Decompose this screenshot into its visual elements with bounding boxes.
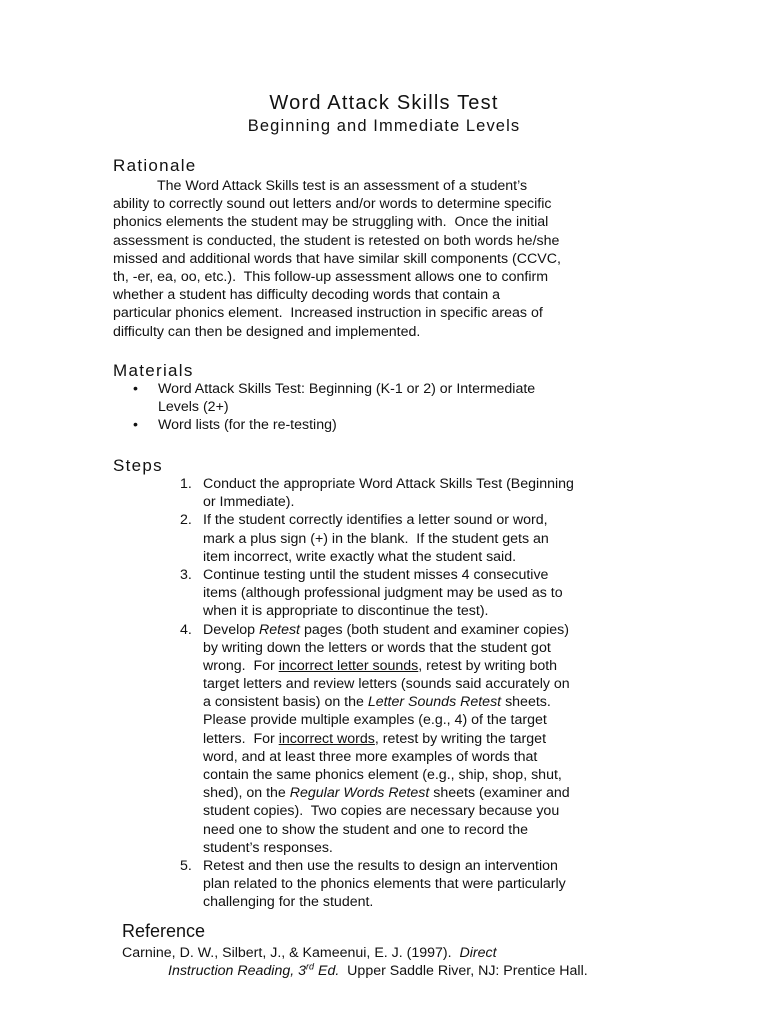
step-item [113,566,673,621]
underlined-term: incorrect words [278,730,375,747]
italic-term: Regular Words Retest [289,785,430,802]
underlined-term: incorrect letter sounds [278,657,419,674]
step-line [203,657,673,675]
text-run: pages (both student and examiner copies) [300,621,569,638]
step-line: or Immediate). [203,494,295,511]
step-line: Retest and then use the results to design an intervention [203,857,558,874]
materials-heading: Materials [113,361,194,380]
step-line: contain the same phonics element (e.g., ship, shop, shut, [203,767,562,783]
citation-title: Direct [459,945,497,961]
step-line: items (although professional judgment may be used as to [203,585,563,602]
citation-line [122,962,722,980]
rationale-line: missed and additional words that have similar skill components (CCVC, [113,250,561,267]
steps-heading: Steps [113,456,163,475]
step-line [203,621,673,639]
step-line: by writing down the letters or words that the student got [203,639,551,656]
text-run: letters. For [203,730,279,747]
step-line: need one to show the student and one to record the [203,821,528,838]
text-run: sheets (examiner and [429,785,570,802]
step-number: 1. [180,476,192,492]
step-line: challenging for the student. [203,894,374,911]
citation-title: Instruction Reading, 3 [168,963,307,980]
step-number: 2. [180,512,192,529]
citation-edition: Ed. [314,963,340,980]
step-number: 3. [180,566,192,583]
step-line: student’s responses. [203,839,333,856]
text-run: sheets. [501,694,551,711]
step-line: Conduct the appropriate Word Attack Skills Test (Beginning [203,476,574,492]
bullet-icon: • [133,381,138,397]
step-line: when it is appropriate to discontinue the test). [203,603,489,620]
citation-line [122,944,722,962]
text-run: Develop [203,621,259,638]
bullet-icon: • [133,417,138,434]
step-line: word, and at least three more examples of words that [203,748,538,765]
rationale-line: assessment is conducted, the student is retested on both words he/she [113,232,560,249]
citation-publisher: Upper Saddle River, NJ: Prentice Hall. [339,963,588,980]
step-line: target letters and review letters (sounds said accurately on [203,676,570,693]
list-item-line: Word lists (for the re-testing) [158,417,337,434]
step-line: plan related to the phonics elements that were particularly [203,876,566,893]
step-line: If the student correctly identifies a letter sound or word, [203,512,548,529]
step-number: 5. [180,857,192,874]
rationale-line: difficulty can then be designed and implemented. [113,323,421,340]
rationale-line: th, -er, ea, oo, etc.). This follow-up assessment allows one to confirm [113,268,549,285]
reference-citation [122,944,722,980]
rationale-heading: Rationale [113,156,197,175]
steps-list [113,475,673,912]
text-run: a consistent basis) on the [203,694,368,711]
step-item [113,511,673,566]
step-line [203,693,673,711]
text-run: wrong. For [203,657,279,674]
step-line [203,730,673,748]
italic-term: Letter Sounds Retest [367,694,502,711]
list-item [113,380,673,416]
step-line [203,784,673,802]
step-line: student copies). Two copies are necessary because you [203,803,560,820]
rationale-line: whether a student has difficulty decoding words that contain a [113,287,500,304]
step-item [113,475,673,511]
step-number: 4. [180,621,192,638]
italic-term: Retest [259,621,301,638]
document-title: Word Attack Skills Test [269,92,499,114]
rationale-line: phonics elements the student may be struggling with. Once the initial [113,214,549,231]
text-run: shed), on the [203,785,290,802]
list-item [113,416,673,434]
materials-list [113,380,673,435]
document-subtitle: Beginning and Immediate Levels [247,117,521,135]
citation-superscript: rd [306,961,315,972]
step-line: item incorrect, write exactly what the student said. [203,548,517,565]
text-run: , retest by writing the target [374,730,547,747]
step-line: mark a plus sign (+) in the blank. If the student gets an [203,530,549,547]
list-item-line: Levels (2+) [158,399,229,416]
rationale-paragraph [113,177,653,341]
step-item [113,621,673,857]
rationale-line: The Word Attack Skills test is an assessment of a student’s [157,178,528,194]
step-line: Continue testing until the student misses 4 consecutive [203,566,549,583]
list-item-line: Word Attack Skills Test: Beginning (K-1 or 2) or Intermediate [158,381,536,397]
rationale-line: ability to correctly sound out letters and/or words to determine specific [113,196,552,213]
rationale-line: particular phonics element. Increased instruction in specific areas of [113,305,543,322]
step-item [113,857,673,912]
citation-authors: Carnine, D. W., Silbert, J., & Kameenui, E. J. (1997). [122,945,460,961]
reference-heading: Reference [122,921,206,941]
text-run: , retest by writing both [418,657,558,674]
step-line: Please provide multiple examples (e.g., 4) of the target [203,712,547,729]
